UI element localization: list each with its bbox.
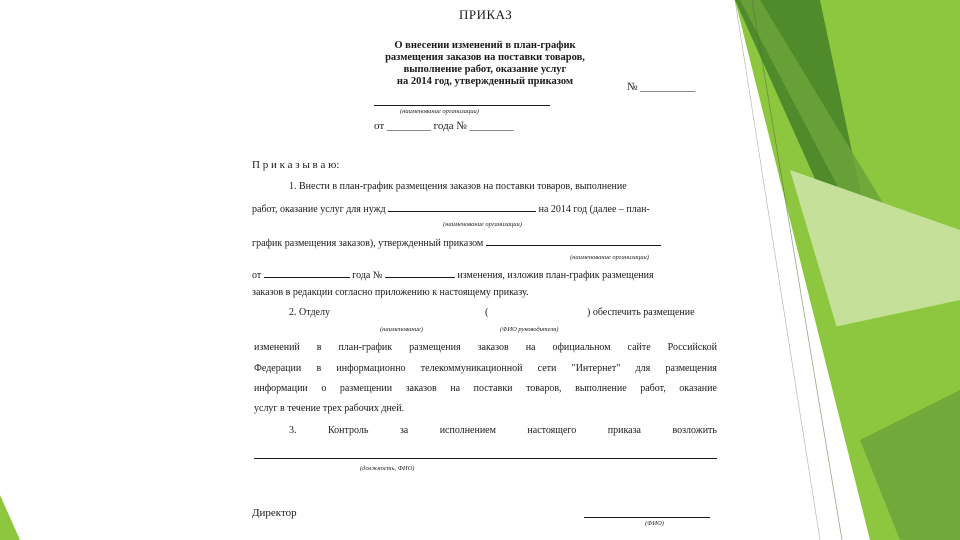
- p2-line5: услуг в течение трех рабочих дней.: [254, 403, 405, 414]
- word: официальном: [552, 342, 611, 353]
- p2-line1: [289, 308, 717, 318]
- p2-line2: [254, 343, 717, 353]
- word: изменений: [254, 342, 300, 353]
- p1-number-blank: [385, 268, 455, 278]
- word: размещении: [339, 383, 393, 394]
- p1-caption1: (наименование организации): [443, 221, 522, 228]
- p1-line4-end: изменения, изложив план-график размещения: [457, 270, 654, 281]
- subject-line: размещения заказов на поставки товаров,: [385, 52, 585, 64]
- director-label: Директор: [252, 507, 297, 519]
- word: Федерации: [254, 363, 302, 374]
- word: сети: [537, 363, 557, 374]
- p2-line1-end: ) обеспечить размещение: [587, 307, 695, 318]
- org-name-line: [374, 105, 550, 106]
- word: Российской: [667, 342, 717, 353]
- word: на: [450, 383, 461, 394]
- p2-caption-fio: (ФИО руководителя): [500, 326, 559, 333]
- word: заказов: [405, 383, 437, 394]
- p3-word: за: [399, 425, 409, 436]
- p3-word: исполнением: [439, 425, 496, 436]
- p1-line5: заказов в редакции согласно приложению к настоящему приказу.: [252, 287, 529, 298]
- word: товаров,: [526, 383, 562, 394]
- word: в: [316, 363, 322, 374]
- word: информационно: [336, 363, 406, 374]
- fio-caption: (ФИО): [645, 520, 664, 527]
- p2-line3: [254, 364, 717, 374]
- p3-word: 3.: [289, 425, 297, 436]
- word: телекоммуникационной: [420, 363, 523, 374]
- p1-caption2: (наименование организации): [570, 254, 649, 261]
- word: оказание: [679, 383, 717, 394]
- word: на: [525, 342, 536, 353]
- p1-line3: [252, 236, 661, 249]
- left-accent-triangle: [0, 495, 20, 540]
- p1-line2: [252, 202, 650, 215]
- word: информации: [254, 383, 308, 394]
- word: план-график: [338, 342, 393, 353]
- p3-word: настоящего: [527, 425, 577, 436]
- signature-line: [584, 517, 710, 518]
- p1-line4-year: года №: [352, 270, 383, 281]
- p1-line1: 1. Внести в план-график размещения заказов на поставки товаров, выполнение: [289, 181, 627, 192]
- p3-caption: (должность, ФИО): [360, 465, 415, 472]
- subject-line: выполнение работ, оказание услуг: [403, 64, 567, 76]
- p1-order-blank: [486, 236, 661, 246]
- word: размещения: [409, 342, 461, 353]
- word: о: [321, 383, 327, 394]
- word: сайте: [627, 342, 651, 353]
- word: для: [635, 363, 651, 374]
- p2-line4: [254, 384, 717, 394]
- p3-word: приказа: [607, 425, 641, 436]
- p2-dept-label: 2. Отделу: [289, 307, 330, 318]
- p1-line2-start: работ, оказание услуг для нужд: [252, 204, 386, 215]
- p1-line2-end: на 2014 год (далее – план-: [538, 204, 650, 215]
- word: размещения: [665, 363, 717, 374]
- order-number-label: № __________: [627, 81, 696, 93]
- p2-caption-name: (наименование): [380, 326, 423, 333]
- subject-line: на 2014 год, утвержденный приказом: [396, 76, 574, 88]
- p3-responsible-line: [254, 458, 717, 459]
- p1-line3-start: график размещения заказов), утвержденный приказом: [252, 238, 484, 249]
- org-name-caption: (наименование организации): [400, 108, 479, 115]
- p1-org-blank: [388, 202, 536, 212]
- word: выполнение: [575, 383, 627, 394]
- word: поставки: [473, 383, 513, 394]
- document-title: ПРИКАЗ: [459, 7, 513, 22]
- orders-heading: П р и к а з ы в а ю:: [252, 159, 340, 171]
- p3-word: возложить: [672, 425, 717, 436]
- p1-line4-from: от: [252, 270, 262, 281]
- order-date-line: от ________ года № ________: [374, 120, 514, 132]
- p2-paren-open: (: [485, 307, 489, 318]
- word: в: [316, 342, 322, 353]
- word: заказов: [477, 342, 509, 353]
- word: работ,: [640, 383, 666, 394]
- document-subject: [370, 40, 600, 88]
- p3-word: Контроль: [327, 425, 369, 436]
- word: "Интернет": [571, 363, 621, 374]
- p1-date-blank: [264, 268, 350, 278]
- subject-line: О внесении изменений в план-график: [394, 40, 576, 51]
- p3-line: [289, 426, 717, 436]
- p1-line4: [252, 268, 654, 281]
